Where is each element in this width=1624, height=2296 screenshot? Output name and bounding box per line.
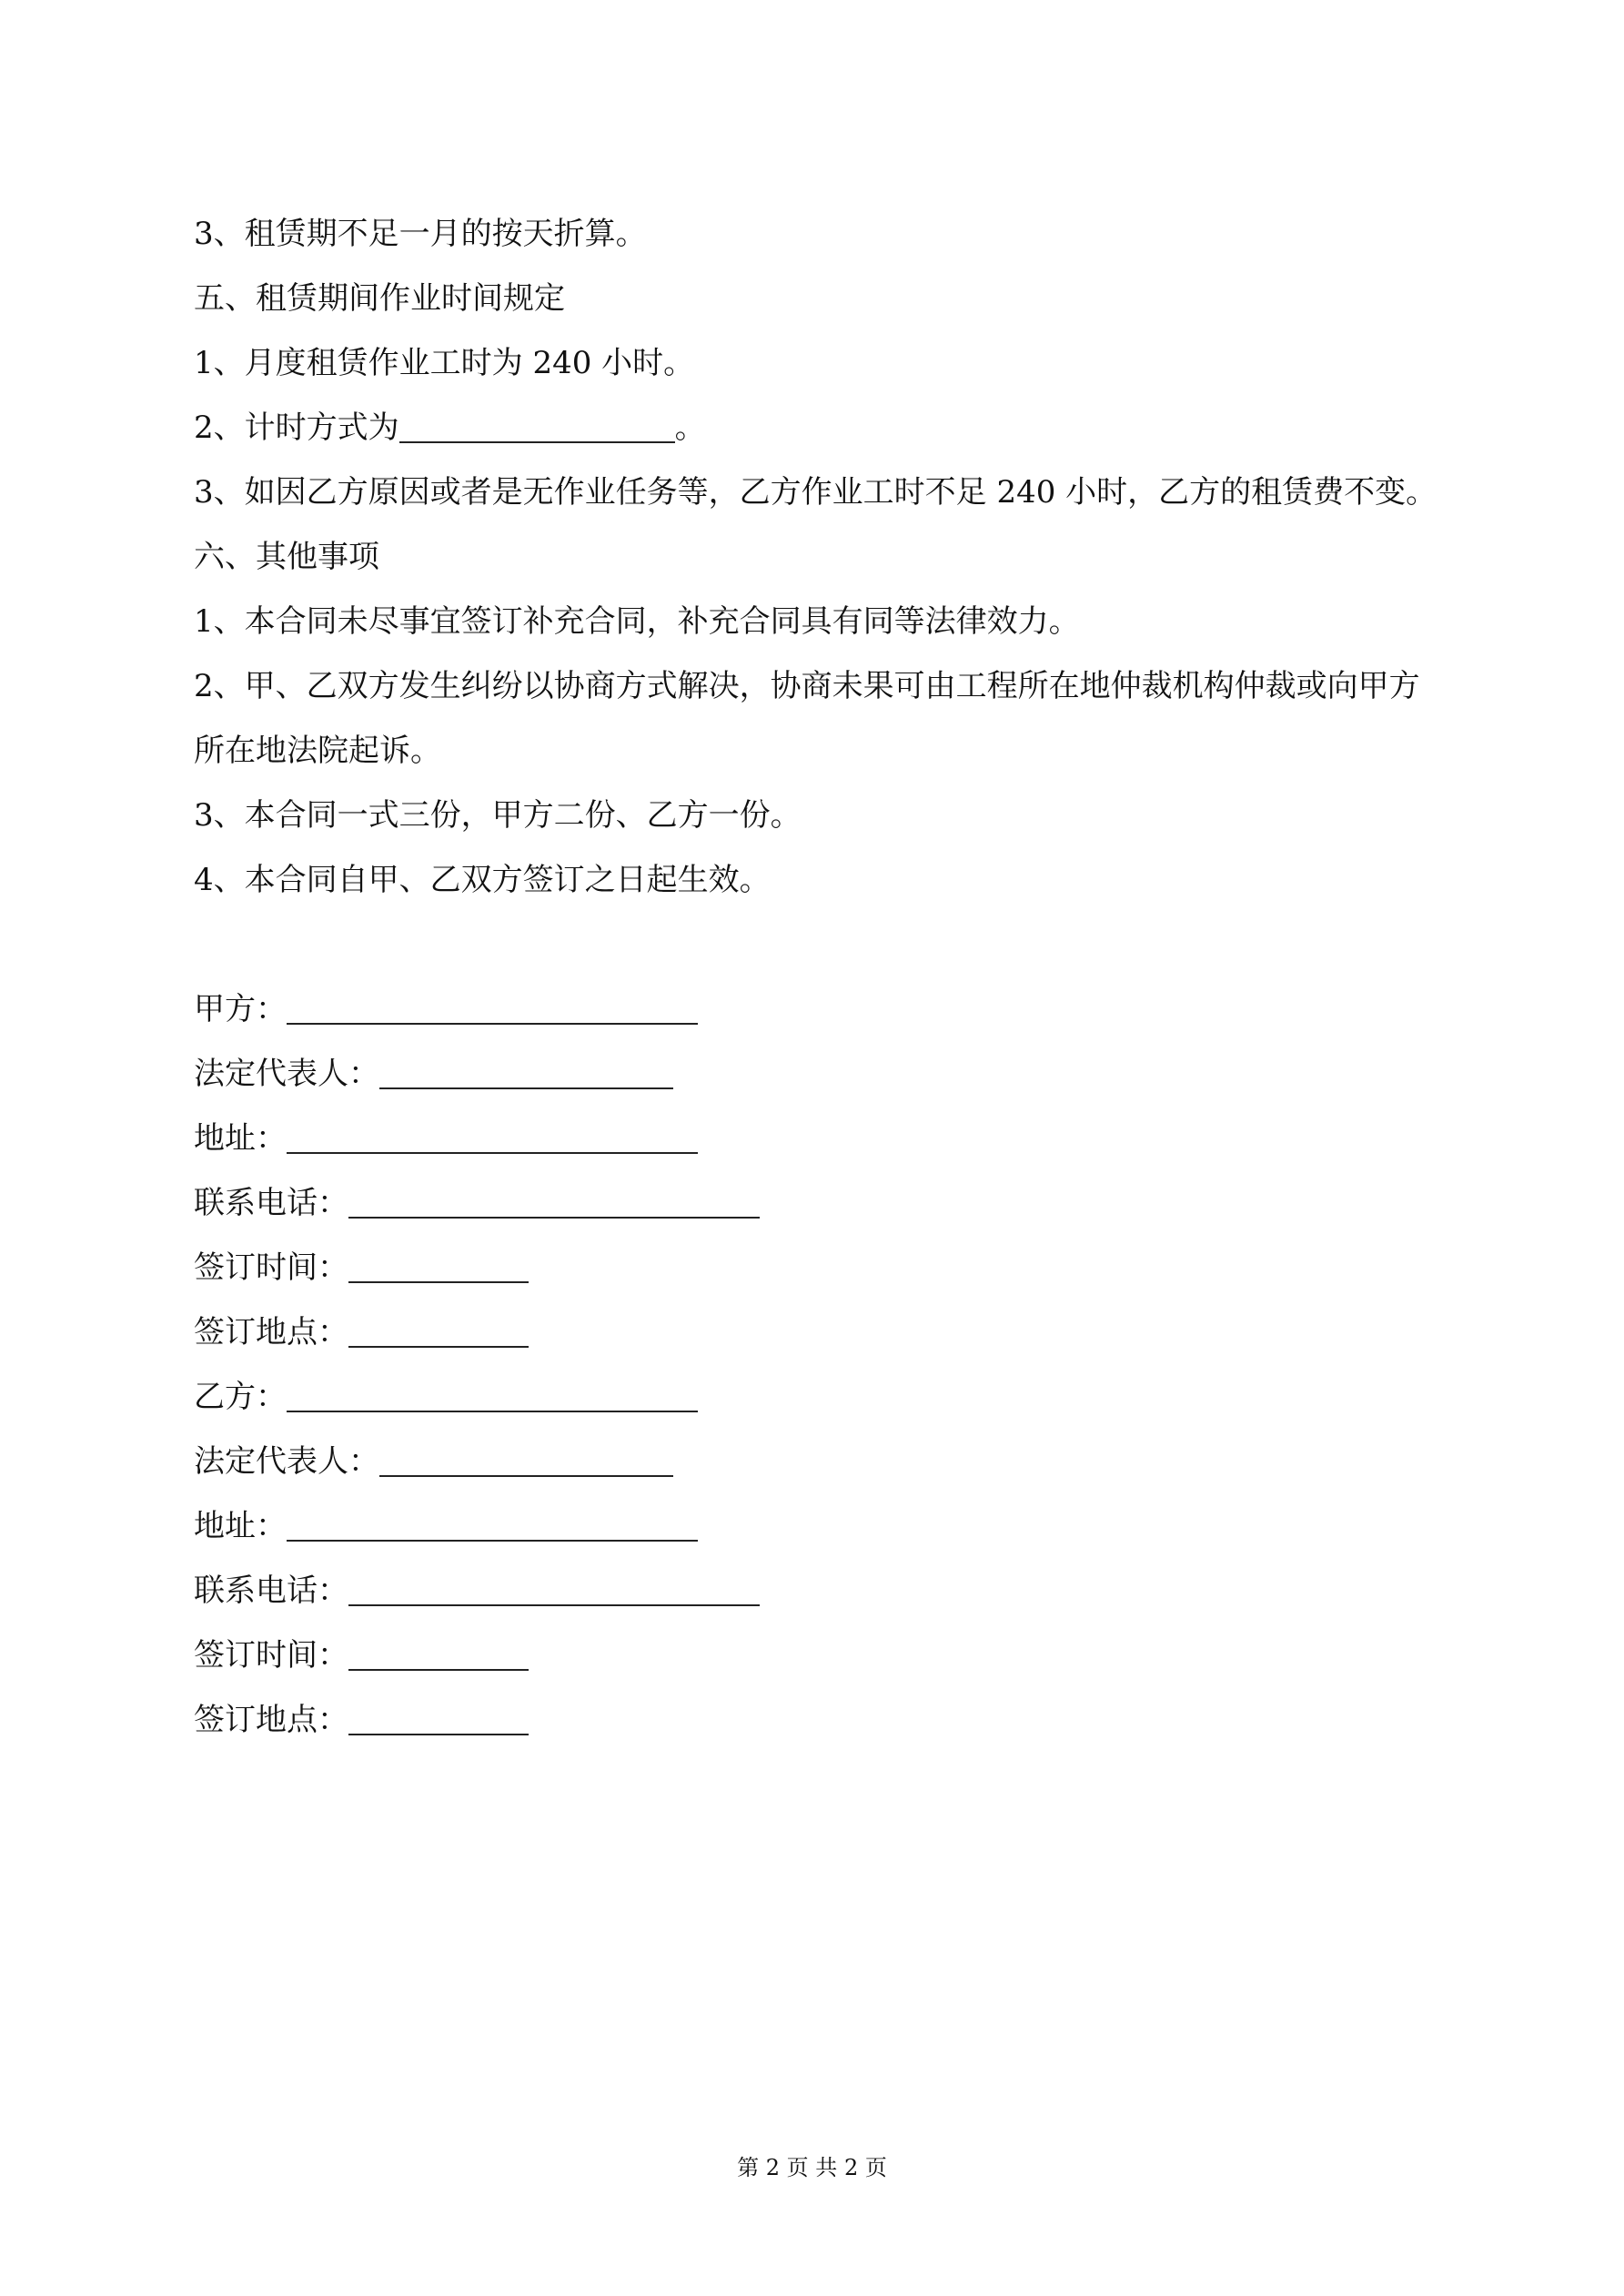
section-heading-work-hours: 五、租赁期间作业时间规定 <box>194 280 565 317</box>
page-indicator: 第 2 页 共 2 页 <box>737 2155 887 2180</box>
party-a-address-label: 地址： <box>194 1120 287 1157</box>
party-b-place-blank <box>348 1703 529 1735</box>
party-a-phone-line <box>194 1171 1449 1236</box>
clause-timing-method-end: 。 <box>674 410 706 446</box>
clause-rent-proration: 3、租赁期不足一月的按天折算。 <box>194 216 647 252</box>
party-b-name-blank <box>287 1380 698 1412</box>
party-b-name-line <box>194 1365 1449 1430</box>
section-heading-other-matters: 六、其他事项 <box>194 539 379 575</box>
party-b-rep-label: 法定代表人： <box>194 1443 379 1480</box>
party-b-phone-label: 联系电话： <box>194 1573 348 1609</box>
party-b-address-label: 地址： <box>194 1508 287 1544</box>
clause-effective-date: 4、本合同自甲、乙双方签订之日起生效。 <box>194 862 771 898</box>
party-b-time-blank <box>348 1638 529 1671</box>
clause-timing-method <box>194 396 1449 460</box>
clause-fee-unchanged: 3、如因乙方原因或者是无作业任务等，乙方作业工时不足 240 小时，乙方的租赁费不变。 <box>194 474 1437 511</box>
party-a-place-label: 签订地点： <box>194 1314 348 1350</box>
party-b-time-label: 签订时间： <box>194 1637 348 1674</box>
party-a-rep-line <box>194 1042 1449 1107</box>
party-a-address-line <box>194 1107 1449 1171</box>
party-a-time-line <box>194 1236 1449 1300</box>
party-a-name-label: 甲方： <box>194 991 287 1027</box>
party-b-rep-blank <box>379 1444 673 1477</box>
clause-timing-method-label: 2、计时方式为 <box>194 410 399 446</box>
clause-supplementary-contract: 1、本合同未尽事宜签订补充合同，补充合同具有同等法律效力。 <box>194 603 1080 640</box>
party-a-address-blank <box>287 1121 698 1154</box>
party-a-rep-blank <box>379 1057 673 1089</box>
party-b-place-line <box>194 1688 1449 1753</box>
party-a-place-line <box>194 1300 1449 1365</box>
party-a-name-blank <box>287 992 698 1025</box>
party-b-rep-line <box>194 1430 1449 1494</box>
party-b-name-label: 乙方： <box>194 1379 287 1415</box>
party-b-time-line <box>194 1623 1449 1688</box>
party-a-place-blank <box>348 1315 529 1348</box>
timing-method-blank <box>399 410 675 443</box>
party-b-address-line <box>194 1494 1449 1559</box>
party-a-phone-blank <box>348 1186 760 1219</box>
party-b-address-blank <box>287 1509 698 1542</box>
party-a-phone-label: 联系电话： <box>194 1185 348 1221</box>
clause-copies: 3、本合同一式三份，甲方二份、乙方一份。 <box>194 797 802 834</box>
party-b-phone-blank <box>348 1573 760 1606</box>
spacer <box>194 913 1449 977</box>
party-b-place-label: 签订地点： <box>194 1702 348 1738</box>
clause-dispute-resolution: 2、甲、乙双方发生纠纷以协商方式解决，协商未果可由工程所在地仲裁机构仲裁或向甲方所在地法院起诉。 <box>194 668 1420 769</box>
party-a-name-line <box>194 977 1449 1042</box>
party-a-time-blank <box>348 1250 529 1283</box>
party-a-time-label: 签订时间： <box>194 1249 348 1286</box>
party-b-phone-line <box>194 1559 1449 1623</box>
contract-body <box>194 202 1449 1753</box>
party-a-rep-label: 法定代表人： <box>194 1056 379 1092</box>
clause-monthly-hours: 1、月度租赁作业工时为 240 小时。 <box>194 345 695 381</box>
